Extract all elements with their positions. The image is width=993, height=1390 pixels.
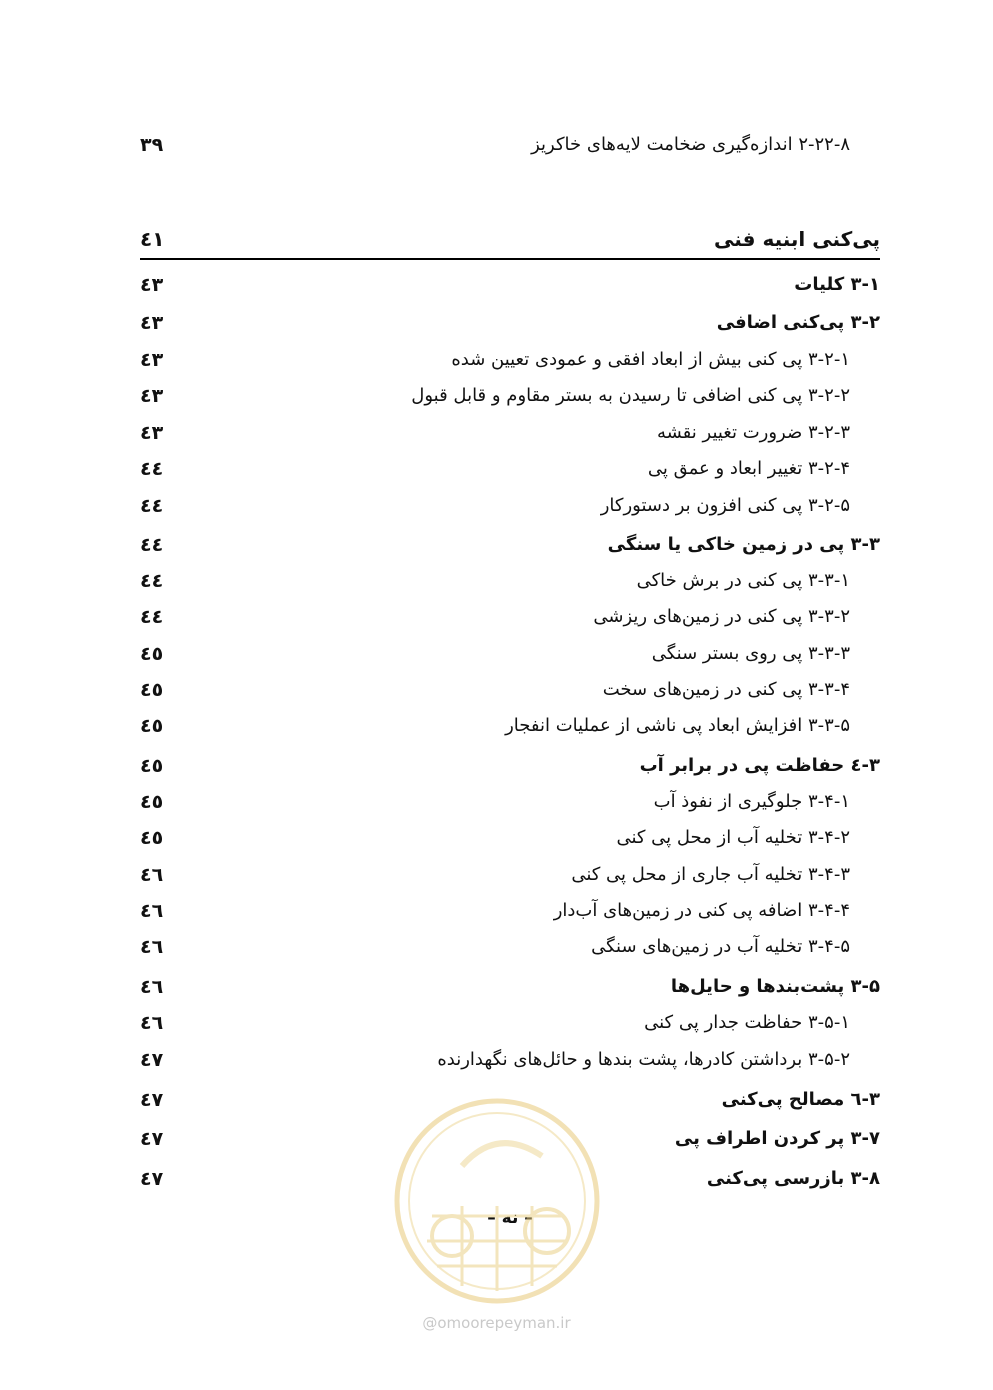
toc-entry — [140, 896, 880, 926]
toc-entry-page: ۳۹ — [140, 134, 164, 156]
toc-entry-title: ۳-۴-۴ اضافه پی کنی در زمین‌های آب‌دار — [553, 900, 850, 921]
toc-entry-page: ٤٧ — [140, 1089, 164, 1111]
toc-entry — [140, 787, 880, 817]
toc-entry-page: ٤٥ — [140, 755, 164, 777]
toc-entry — [140, 566, 880, 596]
toc-entry-page: ٤٣ — [140, 312, 164, 334]
toc-entry-title: ۳-٦ مصالح پی‌کنی — [721, 1089, 880, 1110]
toc-entry-page: ٤٦ — [140, 976, 164, 998]
toc-entry-page: ٤٦ — [140, 936, 164, 958]
toc-entry-title: ۳-۵-۲ برداشتن کادرها، پشت بندها و حائل‌های نگهدارنده — [437, 1049, 850, 1070]
chapter-title: پی‌کنی ابنیه فنی — [713, 227, 880, 251]
toc-entry — [140, 345, 880, 375]
toc-entry-title: ۳-۵ پشت‌بندها و حایل‌ها — [670, 976, 880, 997]
toc-entry — [140, 932, 880, 962]
toc-entry-title: ۳-۲-۵ پی کنی افزون بر دستورکار — [600, 495, 850, 516]
toc-entry-title: ۳-٤ حفاظت پی در برابر آب — [639, 755, 880, 776]
toc-entry-page: ٤٣ — [140, 385, 164, 407]
toc-entry-title: ۳-۲ پی‌کنی اضافی — [716, 312, 880, 333]
toc-entry-title: ۳-۴-۱ جلوگیری از نفوذ آب — [653, 791, 850, 812]
toc-entry — [140, 454, 880, 484]
toc-entry-page: ٤٦ — [140, 1012, 164, 1034]
toc-entry — [140, 823, 880, 853]
toc-entry-title: ۳-۸ بازرسی پی‌کنی — [706, 1168, 880, 1189]
toc-entry-title: ۳-۴-۲ تخلیه آب از محل پی کنی — [616, 827, 850, 848]
toc-entry-page: ٤٤ — [140, 458, 164, 480]
toc-entry-title: ۳-۲-۲ پی کنی اضافی تا رسیدن به بستر مقاوم و قابل قبول — [411, 385, 850, 406]
toc-entry-title: ۳-۴-۵ تخلیه آب در زمین‌های سنگی — [591, 936, 850, 957]
toc-entry-page: ٤٥ — [140, 715, 164, 737]
toc-entry — [140, 639, 880, 669]
watermark-logo — [392, 1096, 602, 1306]
toc-entry — [140, 675, 880, 705]
toc-entry — [140, 751, 880, 781]
chapter-page: ٤١ — [140, 227, 165, 251]
toc-entry-page: ٤٣ — [140, 349, 164, 371]
toc-entry — [140, 860, 880, 890]
toc-entry — [140, 418, 880, 448]
toc-entry-title: ۳-۷ پر کردن اطراف پی — [674, 1128, 880, 1149]
toc-entry — [140, 1008, 880, 1038]
toc-entry-title: ۳-۲-۴ تغییر ابعاد و عمق پی — [647, 458, 850, 479]
watermark-text: @omoorepeyman.ir — [422, 1314, 571, 1332]
toc-entry-title: ۳-۲-۳ ضرورت تغییر نقشه — [656, 422, 850, 443]
toc-entry — [140, 1045, 880, 1075]
toc-entry-title: ۳-۴-۳ تخلیه آب جاری از محل پی کنی — [571, 864, 850, 885]
toc-entry — [140, 270, 880, 300]
toc-entry-page: ٤٧ — [140, 1168, 164, 1190]
toc-entry-title: ۳-۳ پی در زمین خاکی یا سنگی — [607, 534, 880, 555]
toc-entry — [140, 381, 880, 411]
toc-entry-title: ۳-۱ کلیات — [794, 274, 880, 295]
toc-entry-page: ٤٥ — [140, 791, 164, 813]
toc-entry-page: ٤٥ — [140, 679, 164, 701]
toc-entry-page: ٤٤ — [140, 606, 164, 628]
toc-entry-page: ٤٣ — [140, 422, 164, 444]
toc-entry-title: ۳-۲-۱ پی کنی بیش از ابعاد افقی و عمودی تعیین شده — [451, 349, 850, 370]
chapter-heading — [140, 222, 880, 260]
toc-entry-page: ٤٦ — [140, 864, 164, 886]
toc-entry-page: ٤٤ — [140, 534, 164, 556]
toc-entry-previous — [140, 130, 880, 160]
toc-entry — [140, 530, 880, 560]
toc-entry-title: ۳-۳-۳ پی روی بستر سنگی — [651, 643, 850, 664]
toc-entry-title: ۳-۳-۲ پی کنی در زمین‌های ریزشی — [593, 606, 850, 627]
toc-entry-page: ٤٤ — [140, 495, 164, 517]
toc-entry — [140, 972, 880, 1002]
toc-entry-title: ۲-۲۲-۸ اندازه‌گیری ضخامت لایه‌های خاکریز — [531, 134, 850, 155]
toc-entry-page: ٤٤ — [140, 570, 164, 592]
toc-entry-page: ٤٧ — [140, 1128, 164, 1150]
toc-entry-title: ۳-۳-۱ پی کنی در برش خاکی — [636, 570, 850, 591]
page-folio: – نه – — [487, 1208, 533, 1228]
toc-entry-page: ٤٥ — [140, 643, 164, 665]
toc-entry-title: ۳-۳-۴ پی کنی در زمین‌های سخت — [602, 679, 850, 700]
toc-entry-title: ۳-۳-۵ افزایش ابعاد پی ناشی از عملیات انفجار — [505, 715, 850, 736]
toc-entry-page: ٤٧ — [140, 1049, 164, 1071]
toc-entry — [140, 308, 880, 338]
toc-entry — [140, 602, 880, 632]
toc-entry-page: ٤٦ — [140, 900, 164, 922]
toc-entry-page: ٤٣ — [140, 274, 164, 296]
toc-entry — [140, 711, 880, 741]
toc-entry-page: ٤٥ — [140, 827, 164, 849]
toc-entry-title: ۳-۵-۱ حفاظت جدار پی کنی — [644, 1012, 850, 1033]
toc-entry — [140, 491, 880, 521]
